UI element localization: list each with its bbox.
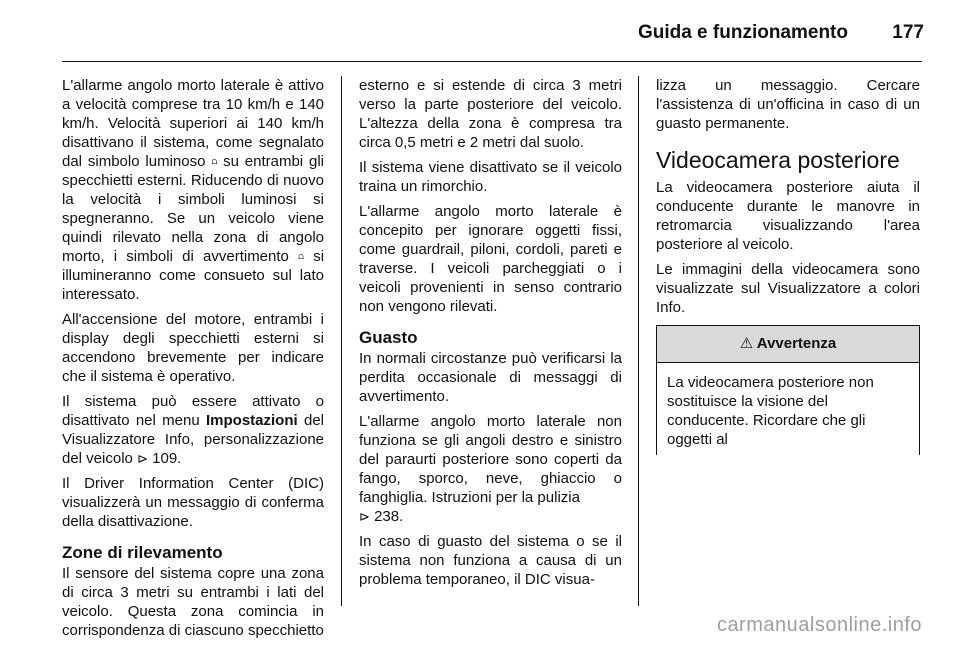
- page-ref-arrow-icon: ⊳: [137, 451, 148, 466]
- warning-title: Avvertenza: [756, 335, 837, 352]
- paragraph: In caso di guasto del sistema o se il sistema non funziona a causa di un problema temporaneo, il DIC visua-: [359, 533, 622, 588]
- blind-spot-icon: ⩍: [298, 251, 304, 261]
- watermark: carmanualsonline.info: [716, 614, 922, 636]
- warning-text: La videocamera posteriore non sostituisce la visione del conducente. Ricordare che gli oggetti al: [667, 374, 874, 448]
- warning-header: [657, 326, 919, 363]
- paragraph: L'allarme angolo morto laterale non funziona se gli angoli destro e sinistro del paraurti posteriore sono coperti da fango, sporco, neve, ghiaccio o fanghiglia. Istruzioni per la pulizia ⊳ 238.: [359, 413, 622, 525]
- column-3: [656, 76, 920, 455]
- heading-camera: Videocamera posteriore: [656, 147, 900, 173]
- paragraph: L'allarme angolo morto laterale è concepito per ignorare oggetti fissi, come guardrail, piloni, cordoli, pareti e traverse. I veicoli parcheggiati o i veicoli provenienti in senso contrario non vengono rilevati.: [359, 203, 622, 315]
- column-1: [62, 76, 324, 646]
- column-divider-1: [341, 76, 342, 606]
- paragraph: La videocamera posteriore aiuta il conducente durante le manovre in retromarcia visualizzando l'area posteriore al veicolo.: [656, 179, 920, 253]
- paragraph: Il sistema viene disattivato se il veicolo traina un rimorchio.: [359, 159, 622, 195]
- page-number: 177: [892, 22, 924, 43]
- warning-icon: ⚠: [739, 335, 754, 352]
- paragraph: All'accensione del motore, entrambi i display degli specchietti esterni si accendono brevemente per indicare che il sistema è operativo.: [62, 311, 324, 385]
- paragraph: Il sistema può essere attivato o disattivato nel menu Impostazioni del Visualizzatore Info, personalizzazione del veicolo ⊳ 109.: [62, 393, 325, 467]
- menu-name: Impostazioni: [206, 412, 298, 429]
- heading-zone: Zone di rilevamento: [62, 543, 223, 562]
- paragraph: L'allarme angolo morto laterale è attivo a velocità comprese tra 10 km/h e 140 km/h. Velocità superiori ai 140 km/h disattivano il sistema, come segnalato dal simbolo luminoso ⩍ su entrambi gli specchietti esterni. Riducendo di nuovo la velocità i simboli luminosi si spegneranno. Se un veicolo viene quindi rilevato nella zona di angolo morto, i simboli di avvertimento ⩍ si illumineranno come consueto sul lato interessato.: [62, 77, 325, 303]
- column-2: [359, 76, 622, 595]
- page-header: [0, 0, 960, 64]
- paragraph: esterno e si estende di circa 3 metri verso la parte posteriore del veicolo. L'altezza della zona è compresa tra circa 0,5 metri e 2 metri dal suolo.: [359, 77, 622, 151]
- header-divider: [62, 61, 922, 62]
- page-ref-link[interactable]: 238.: [374, 508, 404, 525]
- paragraph: Le immagini della videocamera sono visualizzate sul Visualizzatore a colori Info.: [656, 261, 920, 316]
- page-ref-link[interactable]: 109.: [152, 450, 182, 467]
- page-ref-arrow-icon: ⊳: [359, 509, 370, 524]
- paragraph: In normali circostanze può verificarsi la perdita occasionale di messaggi di avvertimento.: [359, 350, 622, 405]
- paragraph: Il Driver Information Center (DIC) visualizzerà un messaggio di conferma della disattivazione.: [62, 475, 324, 530]
- blind-spot-icon: ⩍: [211, 156, 218, 166]
- paragraph: Il sensore del sistema copre una zona di circa 3 metri su entrambi i lati del veicolo. Questa zona comincia in corrispondenza di ciascuno specchietto: [62, 565, 324, 639]
- warning-box: [656, 325, 920, 455]
- paragraph: lizza un messaggio. Cercare l'assistenza di un'officina in caso di un guasto permanente.: [656, 77, 920, 132]
- heading-fault: Guasto: [359, 328, 418, 347]
- section-title: Guida e funzionamento: [637, 22, 848, 43]
- column-divider-2: [638, 76, 639, 606]
